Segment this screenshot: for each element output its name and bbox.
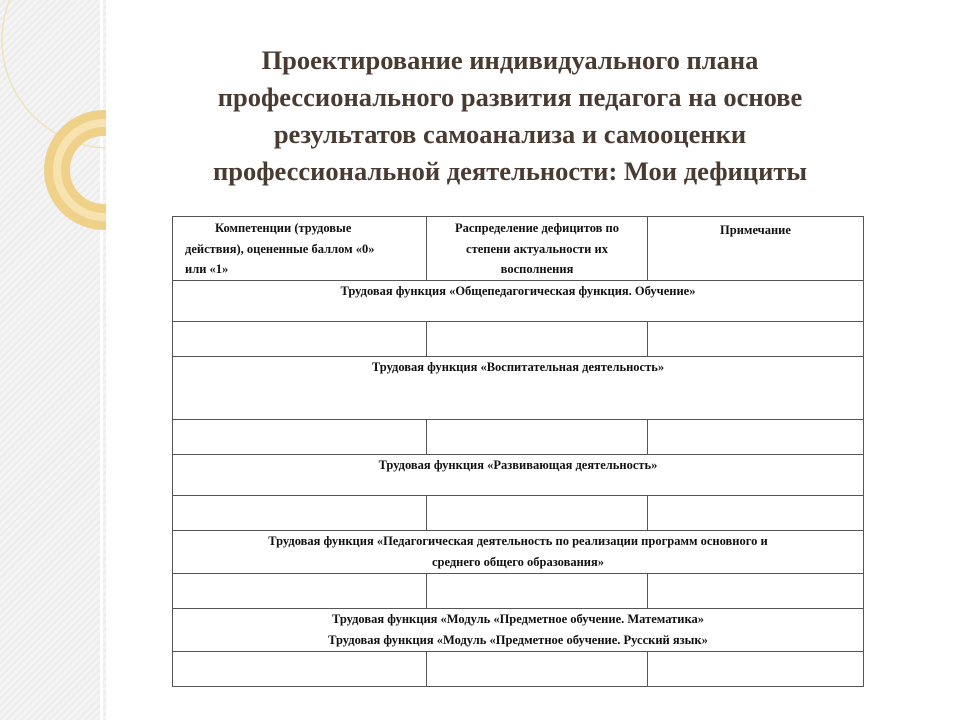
header-competencies bbox=[173, 217, 427, 281]
header-text: степени актуальности их bbox=[466, 241, 608, 256]
empty-cell[interactable] bbox=[648, 420, 864, 455]
title-line: профессионального развития педагога на основе bbox=[217, 82, 803, 112]
empty-cell[interactable] bbox=[648, 496, 864, 531]
table-row bbox=[173, 322, 864, 357]
section-row bbox=[173, 531, 864, 574]
table-header-row bbox=[173, 217, 864, 281]
section-cell bbox=[173, 531, 864, 574]
header-text: или «1» bbox=[185, 262, 229, 276]
title-line: профессиональной деятельности: Мои дефициты bbox=[212, 156, 808, 186]
section-cell bbox=[173, 455, 864, 496]
header-text: Распределение дефицитов по bbox=[454, 221, 619, 235]
section-cell bbox=[173, 281, 864, 322]
empty-cell[interactable] bbox=[648, 322, 864, 357]
section-cell bbox=[173, 609, 864, 652]
table-row bbox=[173, 574, 864, 609]
empty-cell[interactable] bbox=[427, 322, 648, 357]
section-title: Трудовая функция «Педагогическая деятельность по реализации программ основного и bbox=[268, 534, 768, 548]
empty-cell[interactable] bbox=[427, 574, 648, 609]
title-line: Проектирование индивидуального плана bbox=[261, 45, 759, 75]
section-title: Трудовая функция «Модуль «Предметное обучение. Русский язык» bbox=[328, 633, 708, 647]
header-text: Примечание bbox=[720, 223, 791, 237]
empty-cell[interactable] bbox=[173, 322, 427, 357]
section-title: Трудовая функция «Воспитательная деятельность» bbox=[371, 360, 665, 374]
section-row bbox=[173, 357, 864, 420]
empty-cell[interactable] bbox=[427, 496, 648, 531]
empty-cell[interactable] bbox=[648, 574, 864, 609]
header-note bbox=[648, 217, 864, 281]
table-row bbox=[173, 420, 864, 455]
deficits-table bbox=[172, 216, 864, 687]
header-text: действия), оцененные баллом «0» bbox=[185, 241, 375, 256]
page-title bbox=[110, 42, 910, 190]
table-row bbox=[173, 652, 864, 687]
empty-cell[interactable] bbox=[427, 652, 648, 687]
empty-cell[interactable] bbox=[173, 420, 427, 455]
section-cell bbox=[173, 357, 864, 420]
empty-cell[interactable] bbox=[173, 496, 427, 531]
section-title: среднего общего образования» bbox=[431, 555, 605, 569]
section-row bbox=[173, 609, 864, 652]
header-distribution bbox=[427, 217, 648, 281]
section-row bbox=[173, 281, 864, 322]
table-row bbox=[173, 496, 864, 531]
header-text: восполнения bbox=[500, 262, 574, 276]
empty-cell[interactable] bbox=[173, 652, 427, 687]
section-title: Трудовая функция «Развивающая деятельность» bbox=[378, 458, 658, 472]
empty-cell[interactable] bbox=[427, 420, 648, 455]
section-title: Трудовая функция «Общепедагогическая функция. Обучение» bbox=[340, 284, 696, 298]
empty-cell[interactable] bbox=[648, 652, 864, 687]
section-title: Трудовая функция «Модуль «Предметное обучение. Математика» bbox=[332, 612, 704, 626]
title-line: результатов самоанализа и самооценки bbox=[273, 119, 747, 149]
header-text: Компетенции (трудовые bbox=[215, 221, 352, 235]
section-row bbox=[173, 455, 864, 496]
empty-cell[interactable] bbox=[173, 574, 427, 609]
